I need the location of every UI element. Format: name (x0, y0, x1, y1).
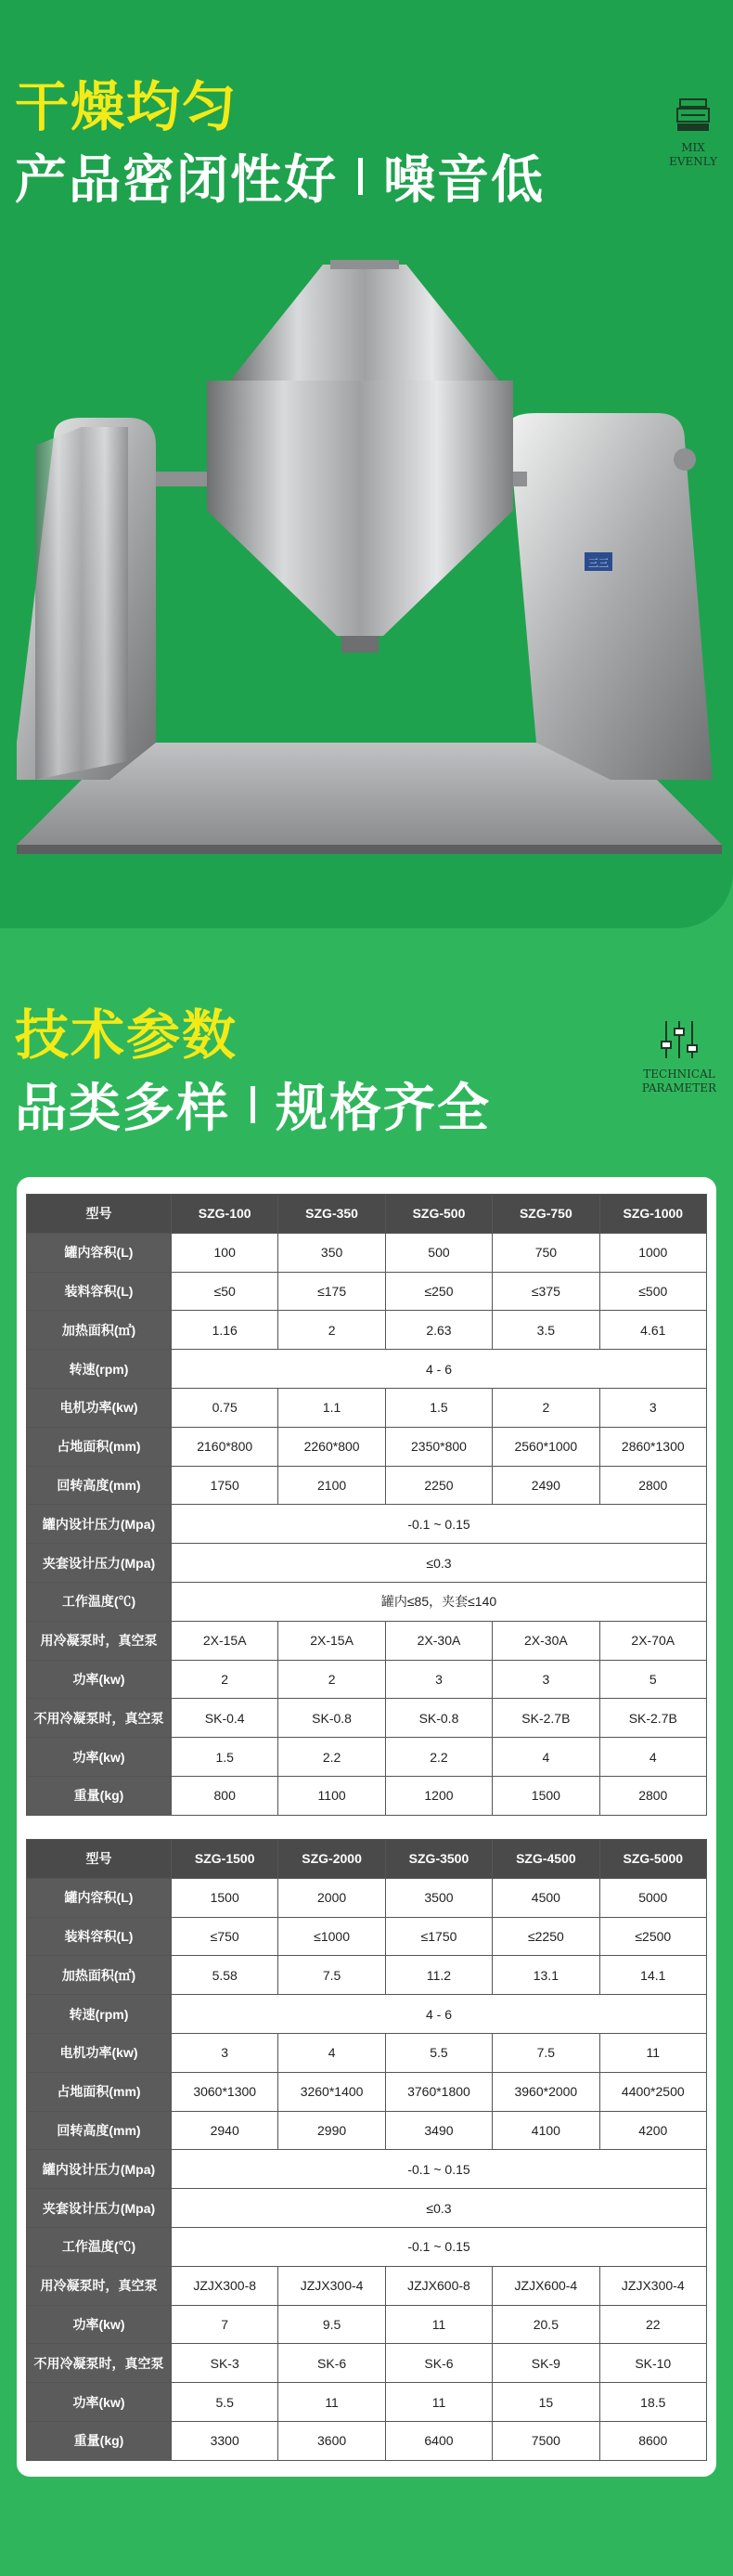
value-cell: 800 (172, 1776, 278, 1815)
model-header-cell: SZG-2000 (278, 1840, 385, 1879)
merged-value-cell: -0.1 ~ 0.15 (172, 2150, 707, 2189)
value-cell: JZJX300-4 (278, 2266, 385, 2305)
hero-subtitle-right: 噪音低 (383, 150, 545, 211)
value-cell: JZJX600-8 (385, 2266, 492, 2305)
badge-line-2: PARAMETER (641, 1081, 717, 1094)
row-label-cell: 重量(kg) (27, 2421, 172, 2460)
value-cell: 1.5 (172, 1738, 278, 1777)
badge-line-2: EVENLY (669, 155, 717, 168)
spec-card (17, 1177, 716, 2477)
row-label-cell: 加热面积(㎡) (27, 1956, 172, 1995)
row-label-cell: 电机功率(kw) (27, 1388, 172, 1427)
row-label-cell: 罐内容积(L) (27, 1233, 172, 1272)
model-header-cell: SZG-3500 (385, 1840, 492, 1879)
table-row (27, 1878, 707, 1917)
value-cell: 3960*2000 (493, 2072, 599, 2111)
value-cell: 4200 (599, 2111, 706, 2150)
value-cell: 5.5 (172, 2383, 278, 2422)
upper-cone (230, 265, 499, 381)
table-row (27, 1956, 707, 1995)
technical-parameter-badge (631, 1019, 727, 1095)
merged-value-cell: 4 - 6 (172, 1350, 707, 1389)
table-row (27, 1311, 707, 1350)
hero-subtitle (15, 139, 545, 214)
merged-value-cell: 罐内≤85，夹套≤140 (172, 1582, 707, 1621)
table-row (27, 2072, 707, 2111)
table-row (27, 1621, 707, 1660)
table-row (27, 1776, 707, 1815)
table-row (27, 2189, 707, 2228)
value-cell: 1500 (172, 1878, 278, 1917)
value-cell: 13.1 (493, 1956, 599, 1995)
value-cell: 5 (599, 1660, 706, 1699)
value-cell: SK-6 (278, 2344, 385, 2383)
value-cell: 11 (385, 2383, 492, 2422)
value-cell: 2800 (599, 1776, 706, 1815)
value-cell: 2160*800 (172, 1427, 278, 1466)
row-label-cell: 夹套设计压力(Mpa) (27, 2189, 172, 2228)
merged-value-cell: -0.1 ~ 0.15 (172, 2227, 707, 2266)
section2-title: 技术参数 (15, 1003, 238, 1067)
nameplate-label: 三三 (588, 557, 609, 569)
value-cell: 3 (599, 1388, 706, 1427)
table-row (27, 1505, 707, 1544)
value-cell: 2X-30A (493, 1621, 599, 1660)
double-cone-dryer-image (17, 260, 722, 854)
value-cell: SK-2.7B (599, 1699, 706, 1738)
value-cell: 2000 (278, 1878, 385, 1917)
value-cell: 2 (493, 1388, 599, 1427)
value-cell: 2 (278, 1660, 385, 1699)
value-cell: 3500 (385, 1878, 492, 1917)
value-cell: 0.75 (172, 1388, 278, 1427)
section2-subtitle-right: 规格齐全 (276, 1079, 491, 1139)
value-cell: JZJX300-8 (172, 2266, 278, 2305)
row-label-cell: 功率(kw) (27, 2383, 172, 2422)
table-row (27, 1233, 707, 1272)
value-cell: 5.5 (385, 2033, 492, 2072)
table-row (27, 1699, 707, 1738)
value-cell: ≤2500 (599, 1917, 706, 1956)
value-cell: 2.2 (385, 1738, 492, 1777)
value-cell: 3 (385, 1660, 492, 1699)
value-cell: 1.1 (278, 1388, 385, 1427)
value-cell: 15 (493, 2383, 599, 2422)
value-cell: 2X-15A (172, 1621, 278, 1660)
value-cell: 100 (172, 1233, 278, 1272)
value-cell: SK-2.7B (493, 1699, 599, 1738)
lower-cone (207, 511, 513, 636)
mix-evenly-badge (661, 97, 726, 169)
value-cell: 1000 (599, 1233, 706, 1272)
value-cell: 4400*2500 (599, 2072, 706, 2111)
row-label-cell: 占地面积(mm) (27, 1427, 172, 1466)
table-row (27, 1660, 707, 1699)
value-cell: ≤500 (599, 1272, 706, 1311)
value-cell: 9.5 (278, 2305, 385, 2344)
hero-section (0, 0, 733, 928)
row-label-cell: 工作温度(℃) (27, 2227, 172, 2266)
value-cell: 3490 (385, 2111, 492, 2150)
table-row (27, 1350, 707, 1389)
value-cell: 1750 (172, 1466, 278, 1505)
table-row (27, 2305, 707, 2344)
value-cell: 11.2 (385, 1956, 492, 1995)
value-cell: 3600 (278, 2421, 385, 2460)
row-label-cell: 功率(kw) (27, 2305, 172, 2344)
spec-table-1 (26, 1194, 707, 1816)
value-cell: SK-0.8 (278, 1699, 385, 1738)
value-cell: ≤1750 (385, 1917, 492, 1956)
value-cell: 2560*1000 (493, 1427, 599, 1466)
discharge-valve (341, 636, 379, 653)
header-label-cell: 型号 (27, 1840, 172, 1879)
mixer-machine-icon (675, 97, 711, 134)
merged-value-cell: 4 - 6 (172, 1995, 707, 2034)
table-row (27, 2150, 707, 2189)
value-cell: ≤250 (385, 1272, 492, 1311)
merged-value-cell: ≤0.3 (172, 1544, 707, 1583)
row-label-cell: 回转高度(mm) (27, 1466, 172, 1505)
table-row (27, 2383, 707, 2422)
table-row (27, 1466, 707, 1505)
value-cell: 2990 (278, 2111, 385, 2150)
value-cell: 3260*1400 (278, 2072, 385, 2111)
table-row (27, 2033, 707, 2072)
value-cell: 7500 (493, 2421, 599, 2460)
value-cell: 3.5 (493, 1311, 599, 1350)
merged-value-cell: -0.1 ~ 0.15 (172, 1505, 707, 1544)
value-cell: 1200 (385, 1776, 492, 1815)
row-label-cell: 罐内容积(L) (27, 1878, 172, 1917)
value-cell: 2X-30A (385, 1621, 492, 1660)
value-cell: 11 (278, 2383, 385, 2422)
value-cell: SK-9 (493, 2344, 599, 2383)
table-row (27, 2344, 707, 2383)
subtitle-divider (251, 1086, 255, 1123)
value-cell: 2860*1300 (599, 1427, 706, 1466)
table-row (27, 1272, 707, 1311)
value-cell: ≤2250 (493, 1917, 599, 1956)
value-cell: SK-0.4 (172, 1699, 278, 1738)
row-label-cell: 重量(kg) (27, 1776, 172, 1815)
row-label-cell: 夹套设计压力(Mpa) (27, 1544, 172, 1583)
table-row (27, 1427, 707, 1466)
table-row (27, 2421, 707, 2460)
value-cell: 8600 (599, 2421, 706, 2460)
value-cell: 4.61 (599, 1311, 706, 1350)
value-cell: 3 (493, 1660, 599, 1699)
row-label-cell: 罐内设计压力(Mpa) (27, 1505, 172, 1544)
value-cell: 18.5 (599, 2383, 706, 2422)
value-cell: 1.5 (385, 1388, 492, 1427)
subtitle-divider (358, 158, 363, 195)
badge-line-1: TECHNICAL (643, 1068, 715, 1081)
row-label-cell: 功率(kw) (27, 1660, 172, 1699)
value-cell: 1500 (493, 1776, 599, 1815)
value-cell: ≤750 (172, 1917, 278, 1956)
row-label-cell: 用冷凝泵时，真空泵 (27, 2266, 172, 2305)
value-cell: 5.58 (172, 1956, 278, 1995)
model-header-cell: SZG-1000 (599, 1195, 706, 1234)
value-cell: 5000 (599, 1878, 706, 1917)
header-label-cell: 型号 (27, 1195, 172, 1234)
value-cell: 2260*800 (278, 1427, 385, 1466)
row-label-cell: 功率(kw) (27, 1738, 172, 1777)
value-cell: 3760*1800 (385, 2072, 492, 2111)
table-row (27, 1995, 707, 2034)
model-header-cell: SZG-350 (278, 1195, 385, 1234)
badge-line-1: MIX (681, 141, 705, 154)
section2-subtitle (15, 1068, 491, 1142)
value-cell: 3060*1300 (172, 2072, 278, 2111)
table-row (27, 2227, 707, 2266)
value-cell: ≤50 (172, 1272, 278, 1311)
vessel-body (207, 381, 513, 511)
table-row (27, 1738, 707, 1777)
value-cell: SK-6 (385, 2344, 492, 2383)
value-cell: 20.5 (493, 2305, 599, 2344)
value-cell: 4 (493, 1738, 599, 1777)
value-cell: 2.2 (278, 1738, 385, 1777)
model-header-cell: SZG-750 (493, 1195, 599, 1234)
value-cell: 7.5 (493, 2033, 599, 2072)
value-cell: 14.1 (599, 1956, 706, 1995)
table-row (27, 1582, 707, 1621)
model-header-cell: SZG-4500 (493, 1840, 599, 1879)
value-cell: 2.63 (385, 1311, 492, 1350)
value-cell: 1100 (278, 1776, 385, 1815)
value-cell: 2940 (172, 2111, 278, 2150)
spec-table-2 (26, 1839, 707, 2461)
value-cell: 7.5 (278, 1956, 385, 1995)
row-label-cell: 装料容积(L) (27, 1272, 172, 1311)
value-cell: SK-0.8 (385, 1699, 492, 1738)
value-cell: ≤175 (278, 1272, 385, 1311)
row-label-cell: 工作温度(℃) (27, 1582, 172, 1621)
value-cell: 750 (493, 1233, 599, 1272)
row-label-cell: 装料容积(L) (27, 1917, 172, 1956)
value-cell: 2350*800 (385, 1427, 492, 1466)
row-label-cell: 罐内设计压力(Mpa) (27, 2150, 172, 2189)
row-label-cell: 转速(rpm) (27, 1350, 172, 1389)
value-cell: 4100 (493, 2111, 599, 2150)
value-cell: 2490 (493, 1466, 599, 1505)
value-cell: 2250 (385, 1466, 492, 1505)
row-label-cell: 电机功率(kw) (27, 2033, 172, 2072)
merged-value-cell: ≤0.3 (172, 2189, 707, 2228)
table-row (27, 2111, 707, 2150)
table-row (27, 2266, 707, 2305)
value-cell: JZJX300-4 (599, 2266, 706, 2305)
value-cell: 22 (599, 2305, 706, 2344)
value-cell: ≤375 (493, 1272, 599, 1311)
value-cell: 2800 (599, 1466, 706, 1505)
value-cell: 3 (172, 2033, 278, 2072)
value-cell: 2 (278, 1311, 385, 1350)
value-cell: 1.16 (172, 1311, 278, 1350)
row-label-cell: 不用冷凝泵时，真空泵 (27, 1699, 172, 1738)
value-cell: 2 (172, 1660, 278, 1699)
section2-subtitle-left: 品类多样 (15, 1079, 230, 1139)
value-cell: SK-10 (599, 2344, 706, 2383)
value-cell: 4500 (493, 1878, 599, 1917)
row-label-cell: 不用冷凝泵时，真空泵 (27, 2344, 172, 2383)
hero-title: 干燥均匀 (15, 75, 238, 138)
value-cell: 11 (385, 2305, 492, 2344)
value-cell: 500 (385, 1233, 492, 1272)
table-header-row (27, 1195, 707, 1234)
model-header-cell: SZG-100 (172, 1195, 278, 1234)
row-label-cell: 转速(rpm) (27, 1995, 172, 2034)
table-row (27, 1917, 707, 1956)
table-row (27, 1388, 707, 1427)
value-cell: 2X-15A (278, 1621, 385, 1660)
value-cell: ≤1000 (278, 1917, 385, 1956)
value-cell: 7 (172, 2305, 278, 2344)
model-header-cell: SZG-500 (385, 1195, 492, 1234)
value-cell: 2100 (278, 1466, 385, 1505)
value-cell: SK-3 (172, 2344, 278, 2383)
value-cell: JZJX600-4 (493, 2266, 599, 2305)
model-header-cell: SZG-5000 (599, 1840, 706, 1879)
value-cell: 4 (599, 1738, 706, 1777)
equalizer-sliders-icon (659, 1019, 700, 1060)
row-label-cell: 占地面积(mm) (27, 2072, 172, 2111)
value-cell: 6400 (385, 2421, 492, 2460)
value-cell: 350 (278, 1233, 385, 1272)
row-label-cell: 回转高度(mm) (27, 2111, 172, 2150)
value-cell: 4 (278, 2033, 385, 2072)
table-header-row (27, 1840, 707, 1879)
model-header-cell: SZG-1500 (172, 1840, 278, 1879)
table-row (27, 1544, 707, 1583)
row-label-cell: 用冷凝泵时，真空泵 (27, 1621, 172, 1660)
handwheel (674, 448, 696, 471)
value-cell: 2X-70A (599, 1621, 706, 1660)
row-label-cell: 加热面积(㎡) (27, 1311, 172, 1350)
value-cell: 3300 (172, 2421, 278, 2460)
value-cell: 11 (599, 2033, 706, 2072)
hero-subtitle-left: 产品密闭性好 (15, 150, 338, 211)
